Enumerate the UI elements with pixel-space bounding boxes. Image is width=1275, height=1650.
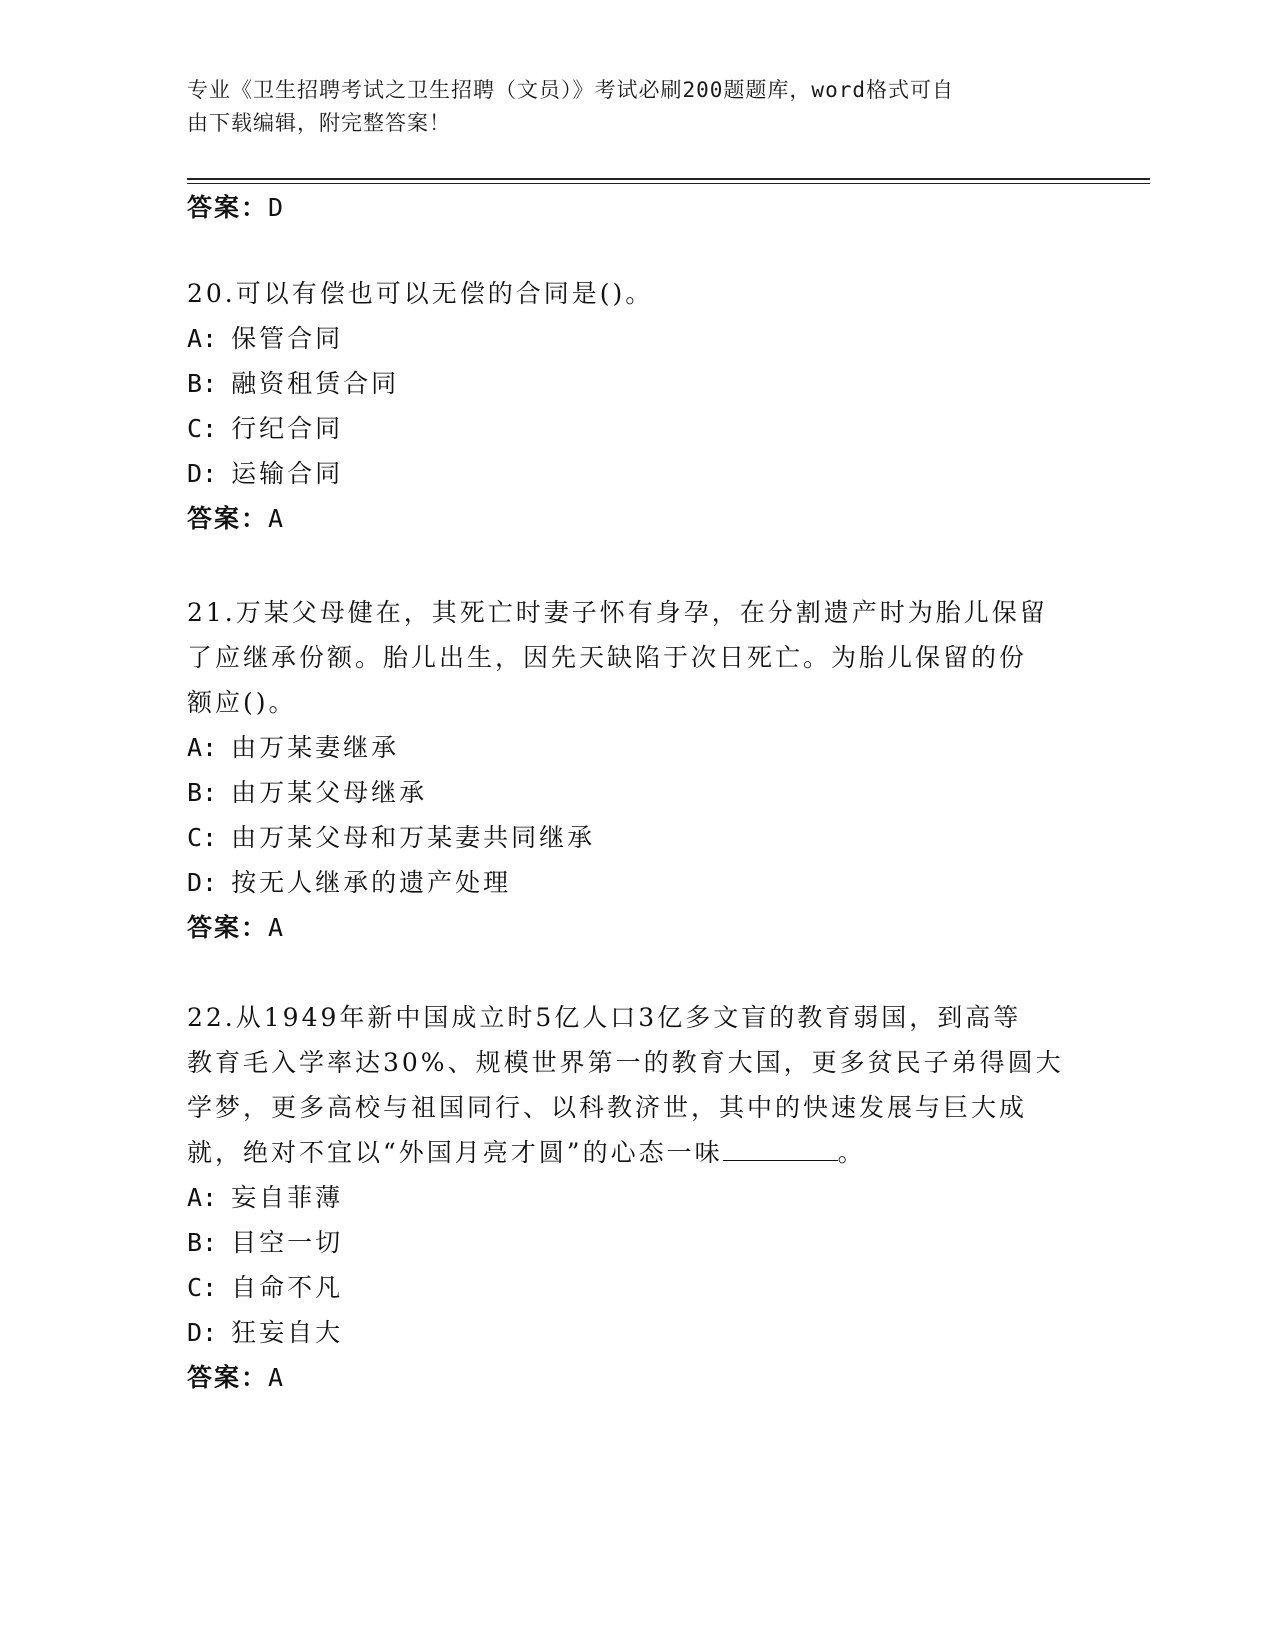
question-stem-line-4: 就，绝对不宜以“外国月亮才圆”的心态一味 。 xyxy=(187,1138,866,1167)
option-d: D: 按无人继承的遗产处理 xyxy=(187,868,512,897)
answer-line: 答案：D xyxy=(187,193,286,222)
option-c: C: 由万某父母和万某妻共同继承 xyxy=(187,823,596,852)
question-stem-line-2: 教育毛入学率达30%、规模世界第一的教育大国，更多贫民子弟得圆大 xyxy=(187,1048,1064,1077)
question-21 xyxy=(187,590,1087,950)
question-stem-line-3: 额应()。 xyxy=(187,688,297,717)
header-divider xyxy=(187,178,1150,180)
option-b: B: 由万某父母继承 xyxy=(187,778,428,807)
question-stem-line-2: 了应继承份额。胎儿出生，因先天缺陷于次日死亡。为胎儿保留的份 xyxy=(187,643,1028,672)
header-line-1: 专业《卫生招聘考试之卫生招聘（文员）》考试必刷200题题库，word格式可自 xyxy=(187,78,954,102)
answer-line: 答案：A xyxy=(187,913,286,942)
header-line-2: 由下载编辑，附完整答案！ xyxy=(187,111,451,135)
option-c: C: 自命不凡 xyxy=(187,1273,344,1302)
question-stem-line-1: 22.从1949年新中国成立时5亿人口3亿多文盲的教育弱国，到高等 xyxy=(187,1003,1022,1032)
option-d: D: 狂妄自大 xyxy=(187,1318,344,1347)
question-stem-line-1: 21.万某父母健在，其死亡时妻子怀有身孕，在分割遗产时为胎儿保留 xyxy=(187,598,1048,627)
option-b: B: 目空一切 xyxy=(187,1228,344,1257)
option-a: A: 由万某妻继承 xyxy=(187,733,400,762)
header-divider-thin xyxy=(187,183,1150,184)
question-20 xyxy=(187,271,1087,541)
answer-line: 答案：A xyxy=(187,504,286,533)
answer-line: 答案：A xyxy=(187,1363,286,1392)
question-stem-line-3: 学梦，更多高校与祖国同行、以科教济世，其中的快速发展与巨大成 xyxy=(187,1093,1028,1122)
option-a: A: 妄自菲薄 xyxy=(187,1183,344,1212)
previous-answer-block xyxy=(187,185,1087,230)
option-c: C: 行纪合同 xyxy=(187,414,344,443)
fill-blank xyxy=(723,1138,838,1161)
option-d: D: 运输合同 xyxy=(187,459,344,488)
document-header xyxy=(187,74,1087,140)
question-stem: 20.可以有偿也可以无偿的合同是()。 xyxy=(187,279,654,308)
question-22 xyxy=(187,995,1087,1400)
option-b: B: 融资租赁合同 xyxy=(187,369,400,398)
option-a: A: 保管合同 xyxy=(187,324,344,353)
